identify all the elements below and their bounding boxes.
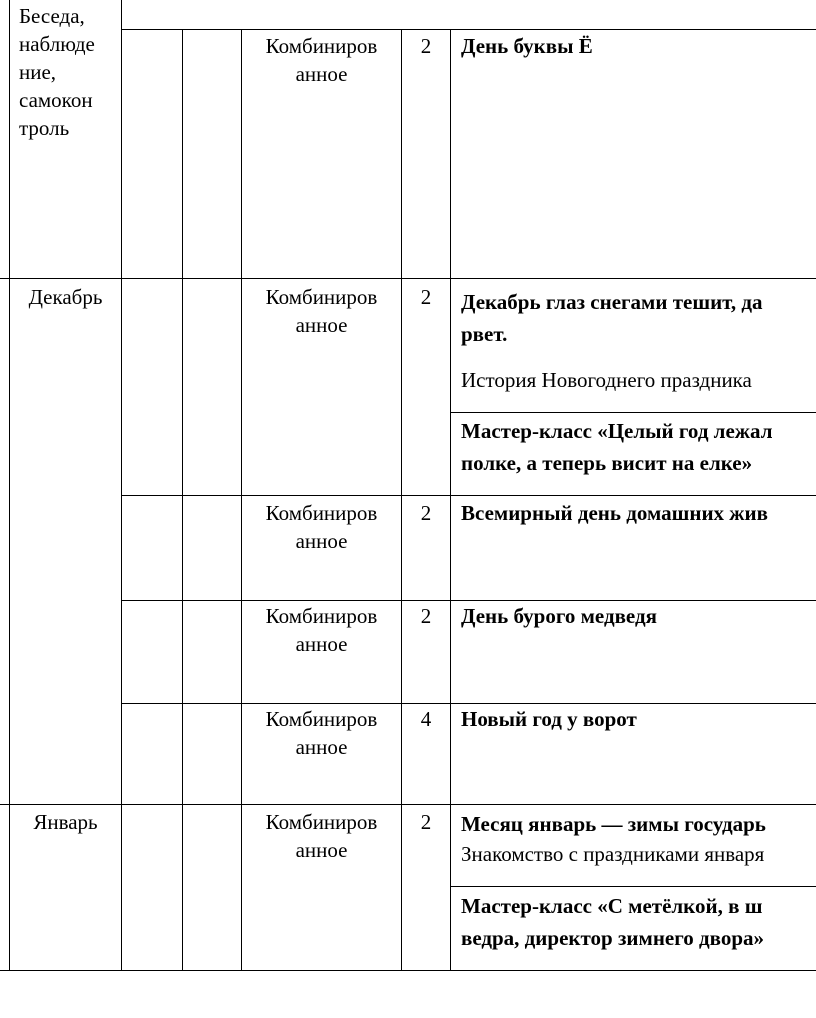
row-line <box>0 970 816 971</box>
lesson-type: Комбиниров анное <box>265 285 378 337</box>
lesson-type: Комбиниров анное <box>265 501 378 553</box>
row-line <box>451 412 816 413</box>
row-line <box>0 278 816 279</box>
lesson-type: Комбиниров анное <box>265 604 378 656</box>
topic-title: Новый год у ворот <box>461 707 637 731</box>
row-line <box>122 495 816 496</box>
form-line: наблюде <box>19 32 95 56</box>
col-line <box>450 29 451 971</box>
hours: 4 <box>420 707 432 731</box>
lesson-type: Комбиниров анное <box>265 707 378 759</box>
topic-description: Знакомство с праздниками января <box>461 842 765 866</box>
form-line: самокон <box>19 88 93 112</box>
lesson-type: Комбиниров анное <box>265 34 378 86</box>
row-line <box>122 703 816 704</box>
topic-title: Декабрь глаз снегами тешит, да рвет. <box>461 290 763 346</box>
hours: 2 <box>420 285 432 309</box>
col-line <box>182 29 183 971</box>
topic-title: День бурого медведя <box>461 604 657 628</box>
col-line <box>121 0 122 971</box>
month-label: Декабрь <box>28 285 103 309</box>
topic-title: Всемирный день домашних жив <box>461 501 768 525</box>
form-line: Беседа, <box>19 4 85 28</box>
lesson-type: Комбиниров анное <box>265 810 378 862</box>
row-line <box>122 600 816 601</box>
month-label: Январь <box>33 810 98 834</box>
form-line: троль <box>19 116 70 140</box>
topic-title: Месяц январь — зимы государь <box>461 812 766 836</box>
hours: 2 <box>420 501 432 525</box>
row-line <box>122 29 816 30</box>
form-line: ние, <box>19 60 57 84</box>
topic-title: День буквы Ё <box>461 34 593 58</box>
masterclass-title: Мастер-класс «С метёлкой, в ш ведра, директор зимнего двора» <box>461 894 765 950</box>
masterclass-title: Мастер-класс «Целый год лежал полке, а теперь висит на елке» <box>461 419 773 475</box>
topic-description: История Новогоднего праздника <box>461 368 752 392</box>
hours: 2 <box>420 34 432 58</box>
row-line <box>451 886 816 887</box>
hours: 2 <box>420 810 432 834</box>
form-cell <box>19 2 95 142</box>
row-line <box>0 804 816 805</box>
hours: 2 <box>420 604 432 628</box>
